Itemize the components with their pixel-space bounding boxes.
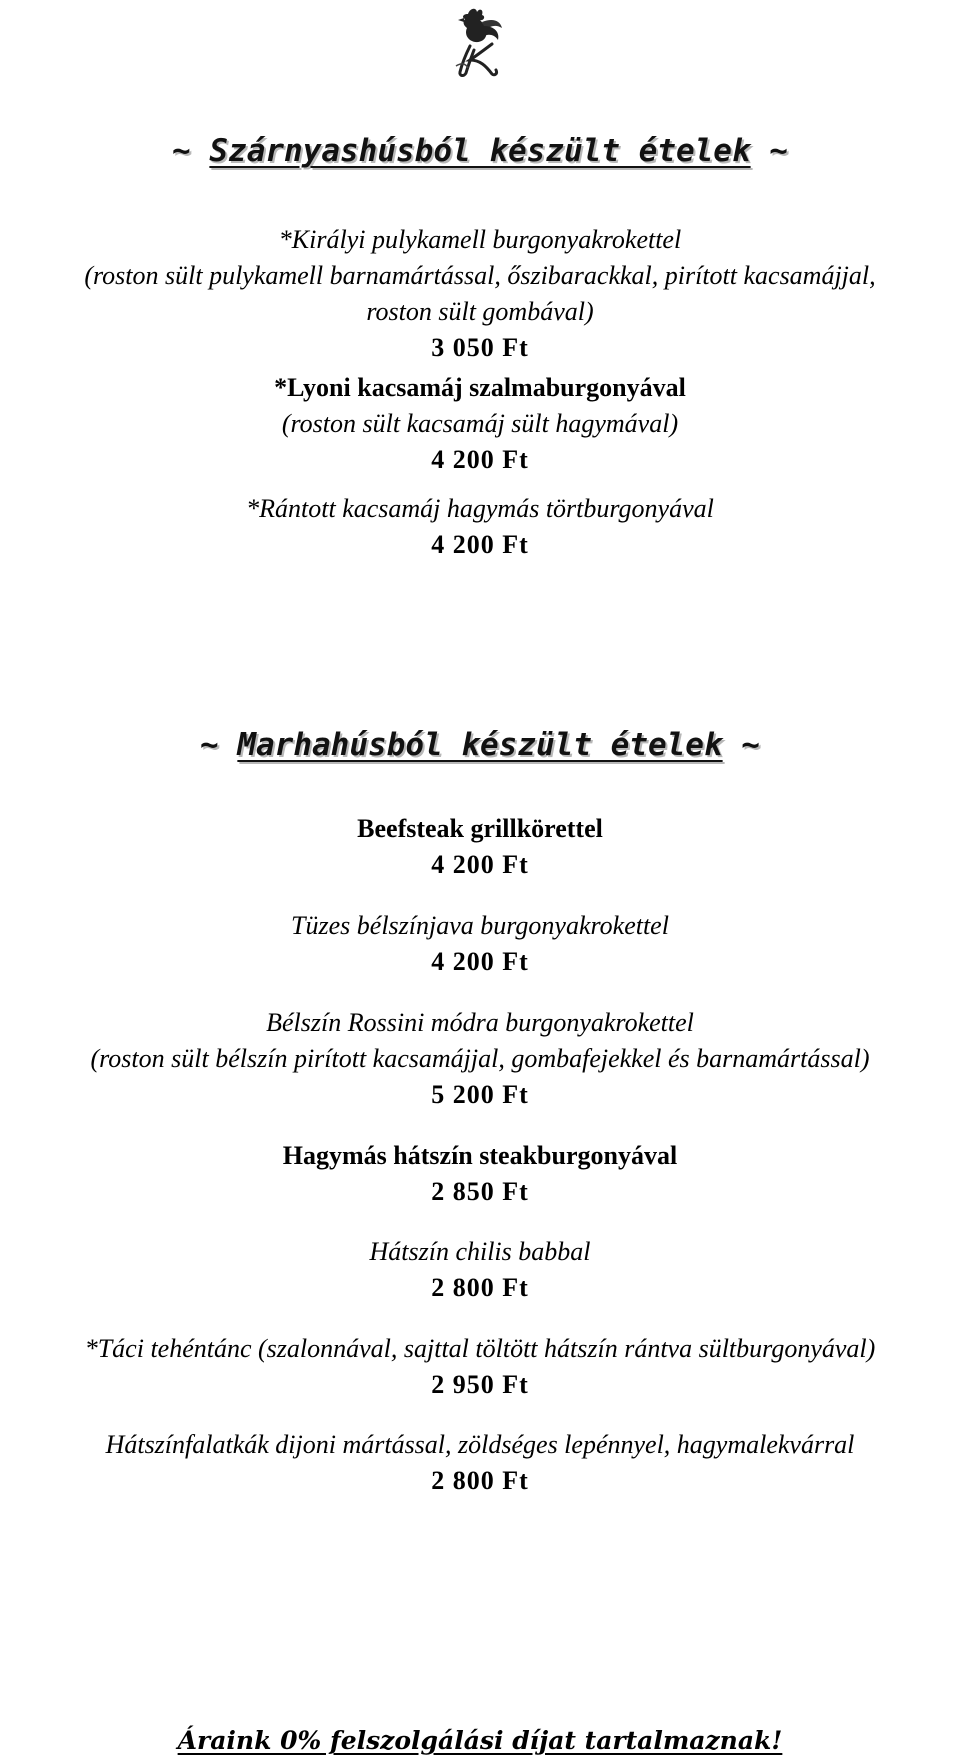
footer-service-charge-note: Áraink 0% felszolgálási díjat tartalmaznak! (177, 1726, 783, 1755)
menu-item-name: *Királyi pulykamell burgonyakrokettel (278, 225, 682, 254)
menu-item-price: 4 200 Ft (431, 530, 529, 559)
menu-item-price: 2 950 Ft (431, 1370, 529, 1399)
menu-item-price: 3 050 Ft (431, 333, 529, 362)
menu-item-name: Hátszín chilis babbal (369, 1237, 591, 1266)
menu-item (0, 1234, 960, 1306)
section-title-suffix: ~ (741, 727, 760, 763)
menu-item-description: (szalonnával, sajttal töltött hátszín rántva sültburgonyával) (258, 1334, 876, 1363)
section-title-suffix: ~ (769, 133, 788, 169)
rooster-k-logo-icon (440, 4, 520, 84)
menu-item-name: *Táci tehéntánc (84, 1334, 252, 1363)
menu-item-description: roston sült gombával) (366, 297, 594, 326)
menu-item-name: Bélszín Rossini módra burgonyakrokettel (266, 1008, 694, 1037)
menu-item-line (0, 1331, 960, 1367)
menu-item-name: Tüzes bélszínjava burgonyakrokettel (291, 911, 669, 940)
section-title-text: Marhahúsból készült ételek (237, 727, 723, 763)
menu-item (0, 370, 960, 478)
menu-item-price: 5 200 Ft (431, 1080, 529, 1109)
menu-item-price: 4 200 Ft (431, 850, 529, 879)
menu-item-price: 4 200 Ft (431, 445, 529, 474)
menu-item (0, 908, 960, 980)
menu-item (0, 811, 960, 883)
menu-item-name: Beefsteak grillkörettel (357, 814, 603, 843)
menu-item-name: Hátszínfalatkák dijoni mártással, zöldséges lepénnyel, hagymalekvárral (105, 1430, 855, 1459)
menu-item-price: 2 800 Ft (431, 1466, 529, 1495)
menu-item-description: (roston sült kacsamáj sült hagymával) (281, 409, 679, 438)
menu-item-price: 4 200 Ft (431, 947, 529, 976)
section-title-prefix: ~ (200, 727, 219, 763)
menu-item-name: *Lyoni kacsamáj szalmaburgonyával (274, 373, 686, 402)
section-title-beef (0, 727, 960, 763)
menu-item (0, 1427, 960, 1499)
menu-item-name: Hagymás hátszín steakburgonyával (282, 1141, 678, 1170)
restaurant-logo (440, 4, 520, 84)
menu-item (0, 1331, 960, 1403)
menu-item-name: *Rántott kacsamáj hagymás törtburgonyával (246, 494, 714, 523)
menu-item (0, 1138, 960, 1210)
menu-item (0, 1005, 960, 1113)
menu-item (0, 491, 960, 563)
menu-item-description: (roston sült pulykamell barnamártással, őszibarackkal, pirított kacsamájjal, (84, 261, 876, 290)
menu-item-price: 2 800 Ft (431, 1273, 529, 1302)
section-title-prefix: ~ (172, 133, 191, 169)
menu-item (0, 222, 960, 366)
menu-item-price: 2 850 Ft (431, 1177, 529, 1206)
section-title-poultry (0, 133, 960, 169)
menu-item-description: (roston sült bélszín pirított kacsamájjal, gombafejekkel és barnamártással) (90, 1044, 870, 1073)
section-title-text: Szárnyashúsból készült ételek (209, 133, 751, 169)
